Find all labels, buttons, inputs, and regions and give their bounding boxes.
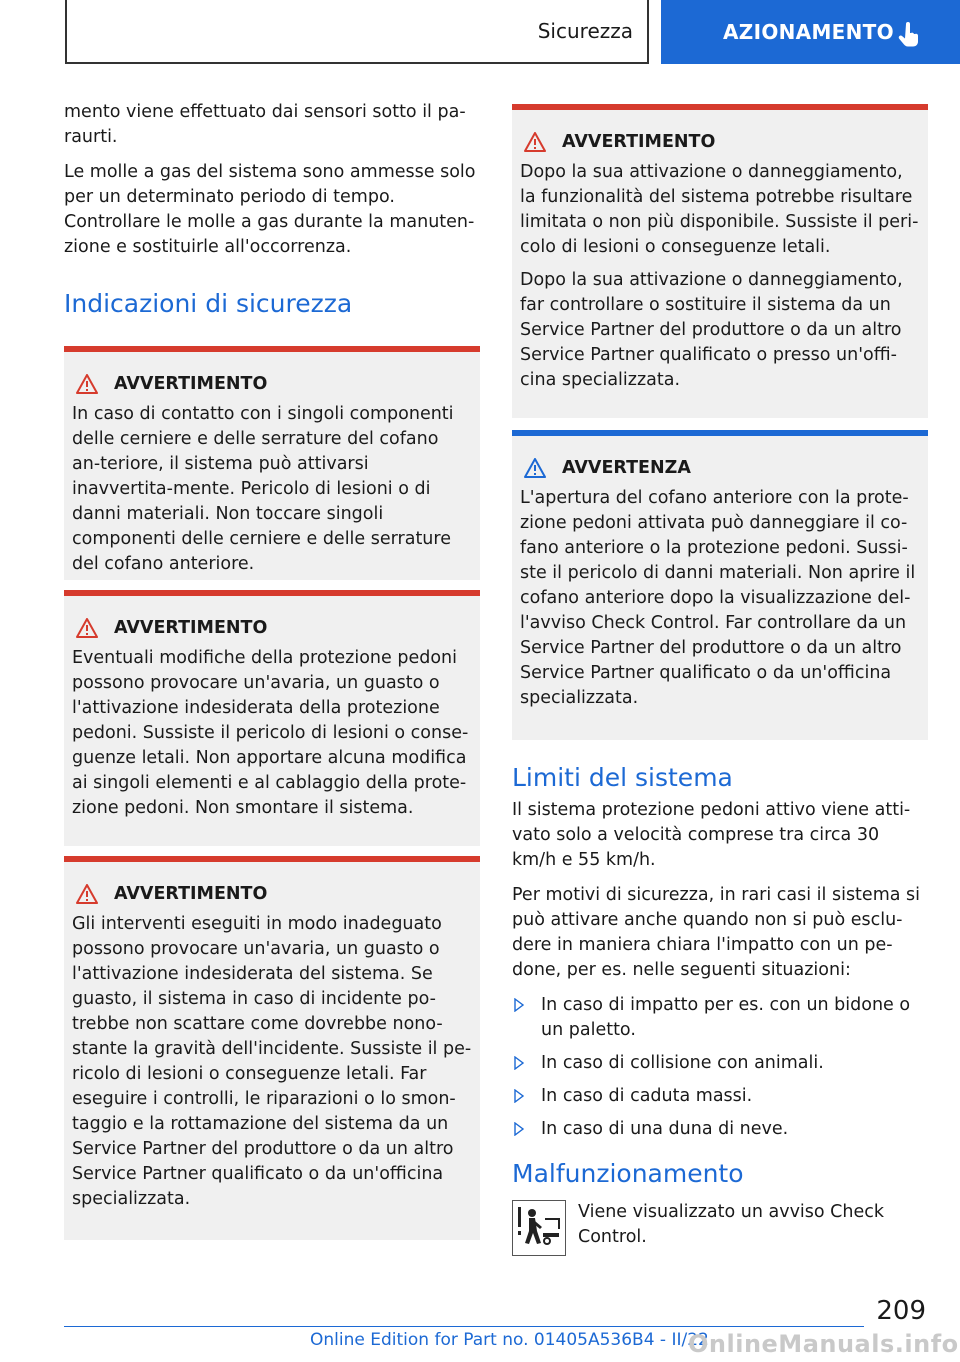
malfunction-text: Viene visualizzato un avviso Check Control.	[578, 1202, 885, 1247]
right-column	[512, 100, 928, 1256]
notice-triangle-icon	[524, 458, 546, 478]
heading-malfunction: Malfunzionamento	[512, 1159, 744, 1188]
notice-title: AVVERTENZA	[520, 458, 920, 478]
section-label: Sicurezza	[537, 19, 633, 43]
limits-paragraph: Per motivi di sicurezza, in rari casi il sistema si può attivare anche quando non si può esclu-dere in maniera chiara l'impatto con un pe-done, per es. nelle seguenti situazioni:	[512, 885, 921, 980]
warning-text: Dopo la sua attivazione o danneggiamento, la funzionalità del sistema potrebbe risultare limitata o non più disponibile. Sussiste il peri-colo di lesioni o conseguenze letali.	[520, 162, 919, 257]
list-item: In caso di caduta massi.	[512, 1084, 928, 1109]
warning-text: Dopo la sua attivazione o danneggiamento, far controllare o sostituire il sistema da un Service Partner del produttore o da un altro Service Partner qualificato o presso un'offi-cina specializzata.	[520, 270, 903, 390]
warning-box	[64, 590, 480, 846]
warning-title: AVVERTIMENTO	[72, 618, 472, 638]
warning-box	[64, 856, 480, 1240]
bullet-triangle-icon	[514, 998, 524, 1012]
warning-text: In caso di contatto con i singoli componenti delle cerniere e delle serrature del cofano an-teriore, il sistema può attivarsi inavvertita-mente. Pericolo di lesioni o di danni materiali. Non toccare singoli componenti delle cerniere e delle serrature del cofano anteriore.	[72, 404, 454, 574]
pedestrian-protection-warning-icon	[512, 1200, 566, 1256]
page-number: 209	[876, 1296, 926, 1326]
footer-divider	[64, 1326, 864, 1327]
warning-text: Eventuali modifiche della protezione pedoni possono provocare un'avaria, un guasto o l'attivazione indesiderata della protezione pedoni. Sussiste il pericolo di lesioni o conse-guenze letali. Non apportare alcuna modifica ai singoli elementi e al cablaggio della prote-zione pedoni. Non smontare il sistema.	[72, 648, 469, 818]
heading-limits: Limiti del sistema	[512, 763, 733, 792]
bullet-triangle-icon	[514, 1056, 524, 1070]
list-item: In caso di impatto per es. con un bidone o un paletto.	[512, 993, 928, 1043]
warning-triangle-icon	[76, 884, 98, 904]
warning-title: AVVERTIMENTO	[72, 374, 472, 394]
list-item: In caso di una duna di neve.	[512, 1117, 928, 1142]
footer-edition: Online Edition for Part no. 01405A536B4 - II/22	[310, 1330, 709, 1350]
bullet-triangle-icon	[514, 1122, 524, 1136]
intro-paragraph: Le molle a gas del sistema sono ammesse solo per un determinato periodo di tempo. Controllare le molle a gas durante la manuten-zione e sostituirle all'occorrenza.	[64, 162, 476, 257]
header-section-title	[65, 0, 649, 64]
intro-paragraph: mento viene effettuato dai sensori sotto il pa-raurti.	[64, 102, 466, 147]
watermark: OnlineManuals.info	[688, 1330, 959, 1358]
warning-title: AVVERTIMENTO	[520, 132, 920, 152]
chapter-label: AZIONAMENTO	[723, 20, 894, 44]
limits-paragraph: Il sistema protezione pedoni attivo viene atti-vato solo a velocità comprese tra circa 30 km/h e 55 km/h.	[512, 800, 911, 870]
notice-text: L'apertura del cofano anteriore con la prote-zione pedoni attivata può danneggiare il co-fano anteriore o la protezione pedoni. Sussi-ste il pericolo di danni materiali. Non aprire il cofano anteriore dopo la visualizzazione del-l'avviso Check Control. Far controllare da un Service Partner del produttore o da un altro Service Partner qualificato o da un'officina specializzata.	[520, 488, 916, 708]
warning-triangle-icon	[76, 374, 98, 394]
heading-safety: Indicazioni di sicurezza	[64, 289, 353, 318]
warning-triangle-icon	[524, 132, 546, 152]
hand-pointer-icon	[898, 22, 920, 48]
situation-list	[512, 993, 928, 1142]
warning-title: AVVERTIMENTO	[72, 884, 472, 904]
left-column	[64, 100, 480, 1240]
malfunction-row	[512, 1200, 928, 1256]
header-chapter-tab	[661, 0, 960, 64]
bullet-triangle-icon	[514, 1089, 524, 1103]
warning-box	[512, 104, 928, 418]
notice-box	[512, 430, 928, 740]
list-item: In caso di collisione con animali.	[512, 1051, 928, 1076]
warning-box	[64, 346, 480, 580]
warning-text: Gli interventi eseguiti in modo inadeguato possono provocare un'avaria, un guasto o l'attivazione indesiderata del sistema. Se guasto, il sistema in caso di incidente po-trebbe non scattare come dovrebbe nono-stante la gravità dell'incidente. Sussiste il pe-ricolo di lesioni o conseguenze letali. Far eseguire i controlli, le riparazioni o lo smon-taggio e la rottamazione del sistema da un Service Partner del produttore o da un altro Service Partner qualificato o da un'officina specializzata.	[72, 914, 472, 1209]
warning-triangle-icon	[76, 618, 98, 638]
